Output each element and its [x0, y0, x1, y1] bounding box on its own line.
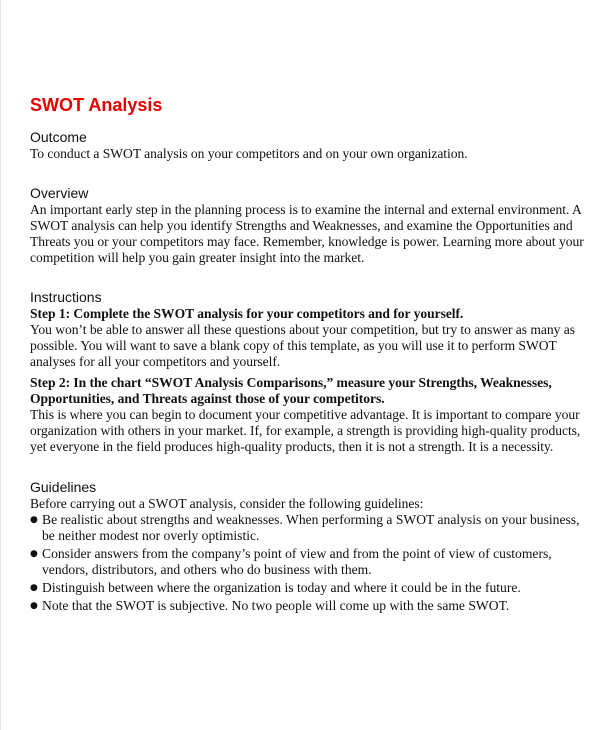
guidelines-list	[30, 512, 590, 614]
list-item	[30, 580, 590, 596]
step-1-text: You won’t be able to answer all these questions about your competition, but try to answer as many as possible. You will want to save a blank copy of this template, as you will use it to perform SWOT analyses for all your competitors and yourself.	[30, 322, 575, 369]
list-item-text: Note that the SWOT is subjective. No two people will come up with the same SWOT.	[42, 598, 510, 613]
bullet-icon: ●	[30, 601, 38, 611]
overview-section	[30, 185, 590, 266]
step-2	[30, 375, 590, 455]
guidelines-section	[30, 479, 590, 614]
step-2-title: Step 2: In the chart “SWOT Analysis Comparisons,” measure your Strengths, Weaknesses, Opportunities, and Threats against those of your competitors.	[30, 375, 552, 406]
list-item	[30, 546, 590, 578]
instructions-heading: Instructions	[30, 289, 102, 305]
overview-heading: Overview	[30, 185, 89, 201]
bullet-icon: ●	[30, 549, 38, 559]
guidelines-intro: Before carrying out a SWOT analysis, consider the following guidelines:	[30, 496, 424, 511]
document-content	[30, 94, 590, 637]
step-1-title: Step 1: Complete the SWOT analysis for your competitors and for yourself.	[30, 306, 464, 321]
bullet-icon: ●	[30, 515, 38, 525]
outcome-heading: Outcome	[30, 129, 87, 145]
overview-text: An important early step in the planning process is to examine the internal and external environment. A SWOT analysis can help you identify Strengths and Weaknesses, and examine the Opportunities and Threats you or your competitors may face. Remember, knowledge is power. Learning more about your competition will help you gain greater insight into the market.	[30, 202, 584, 265]
step-1	[30, 306, 590, 370]
outcome-section	[30, 129, 590, 162]
guidelines-heading: Guidelines	[30, 479, 97, 495]
list-item-text: Distinguish between where the organization is today and where it could be in the future.	[42, 580, 521, 595]
list-item	[30, 598, 590, 614]
step-2-text: This is where you can begin to document your competitive advantage. It is important to compare your organization with others in your market. If, for example, a strength is providing high-quality products, yet everyone in the field produces high-quality products, then it is not a strength. It is a necessity.	[30, 407, 581, 454]
outcome-text: To conduct a SWOT analysis on your competitors and on your own organization.	[30, 146, 468, 161]
document-title: SWOT Analysis	[30, 95, 163, 115]
instructions-section	[30, 289, 590, 455]
list-item	[30, 512, 590, 544]
list-item-text: Consider answers from the company’s point of view and from the point of view of customers, vendors, distributors, and others who do business with them.	[42, 546, 552, 577]
list-item-text: Be realistic about strengths and weaknesses. When performing a SWOT analysis on your business, be neither modest nor overly optimistic.	[42, 512, 580, 543]
bullet-icon: ●	[30, 583, 38, 593]
